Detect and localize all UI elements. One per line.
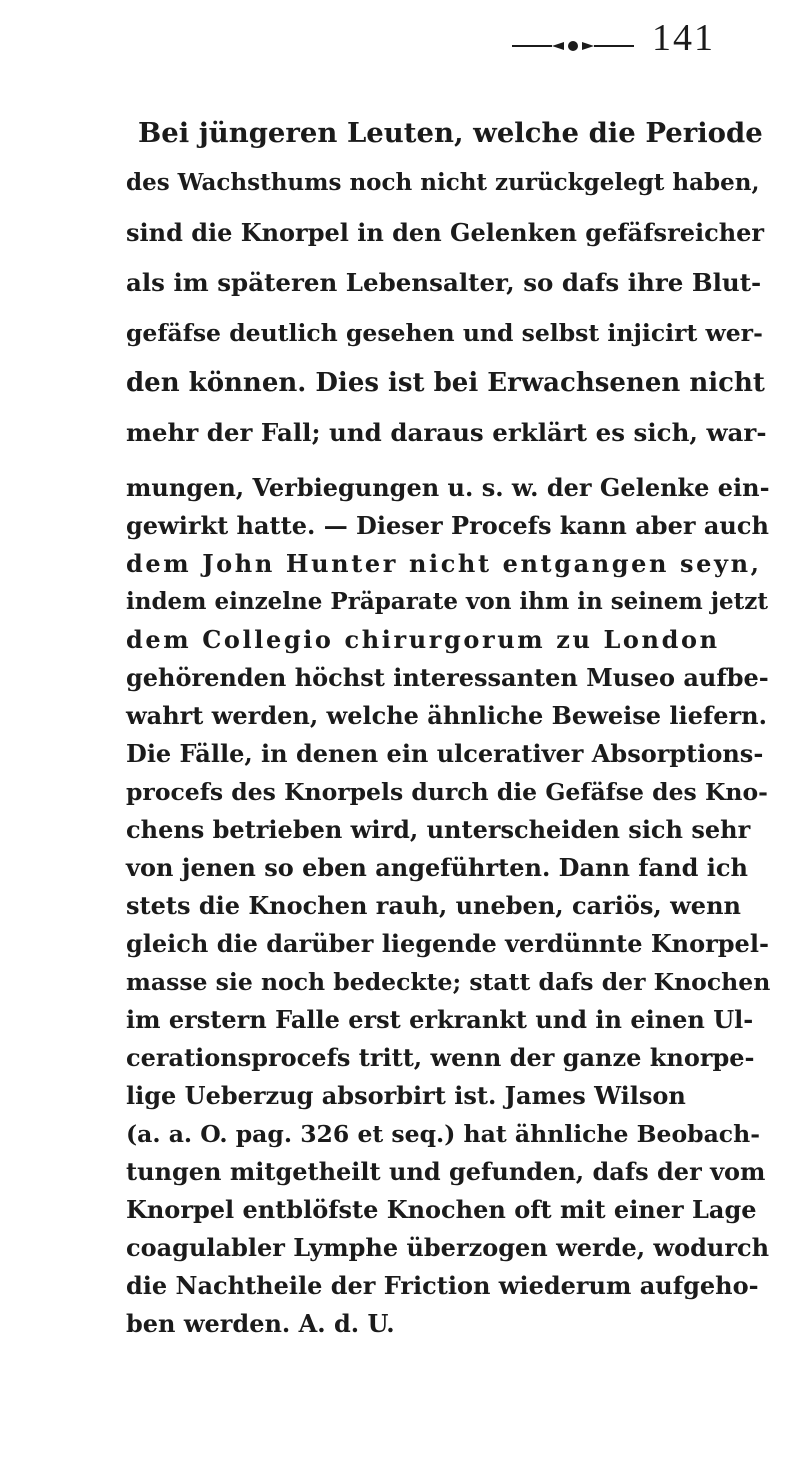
text-line: gefäfse deutlich gesehen und selbst injicirt wer- [126,319,763,347]
text-line: von jenen so eben angeführten. Dann fand ich [126,853,748,882]
text-line: stets die Knochen rauh, uneben, cariös, wenn [126,891,741,920]
text-line: des Wachsthums noch nicht zurückgelegt haben, [126,169,760,196]
text-line: Bei jüngeren Leuten, welche die Periode [138,117,763,149]
text-line: mehr der Fall; und daraus erklärt es sich, war- [126,418,767,447]
text-line: gleich die darüber liegende verdünnte Knorpel- [126,929,769,958]
text-line: sind die Knorpel in den Gelenken gefäfsreicher [126,218,765,247]
text-line: gehörenden höchst interessanten Museo aufbe- [126,663,769,692]
text-line: wahrt werden, welche ähnliche Beweise liefern. [126,701,767,730]
page-number: 141 [652,17,715,59]
text-line: die Nachtheile der Friction wiederum aufgeho- [126,1271,759,1300]
text-line: dem Collegio chirurgorum zu London [126,625,720,654]
text-line: chens betrieben wird, unterscheiden sich sehr [126,815,751,844]
text-line: indem einzelne Präparate von ihm in seinem jetzt [126,588,768,615]
text-line: ben werden. A. d. U. [126,1309,395,1338]
text-line: cerationsprocefs tritt, wenn der ganze knorpe- [126,1043,755,1072]
text-line: als im späteren Lebensalter, so dafs ihre Blut- [126,268,762,297]
text-line: procefs des Knorpels durch die Gefäfse des Kno- [126,778,768,806]
text-line: coagulabler Lymphe überzogen werde, wodurch [126,1233,770,1262]
text-line: lige Ueberzug absorbirt ist. James Wilson [126,1081,686,1110]
ornament-icon [512,40,634,52]
text-line: Die Fälle, in denen ein ulcerativer Absorptions- [126,739,764,768]
page-header [0,14,800,74]
text-line: (a. a. O. pag. 326 et seq.) hat ähnliche Beobach- [126,1120,760,1148]
text-line: im erstern Falle erst erkrankt und in einen Ul- [126,1005,754,1034]
text-line: tungen mitgetheilt und gefunden, dafs der vom [126,1157,766,1186]
text-line: mungen, Verbiegungen u. s. w. der Gelenke ein- [126,473,770,502]
text-line: masse sie noch bedeckte; statt dafs der Knochen [126,968,771,996]
text-line: den können. Dies ist bei Erwachsenen nicht [126,368,765,398]
text-line: Knorpel entblöfste Knochen oft mit einer Lage [126,1195,757,1224]
text-line: dem John Hunter nicht entgangen seyn, [126,549,762,578]
text-line: gewirkt hatte. — Dieser Procefs kann aber auch [126,511,769,540]
